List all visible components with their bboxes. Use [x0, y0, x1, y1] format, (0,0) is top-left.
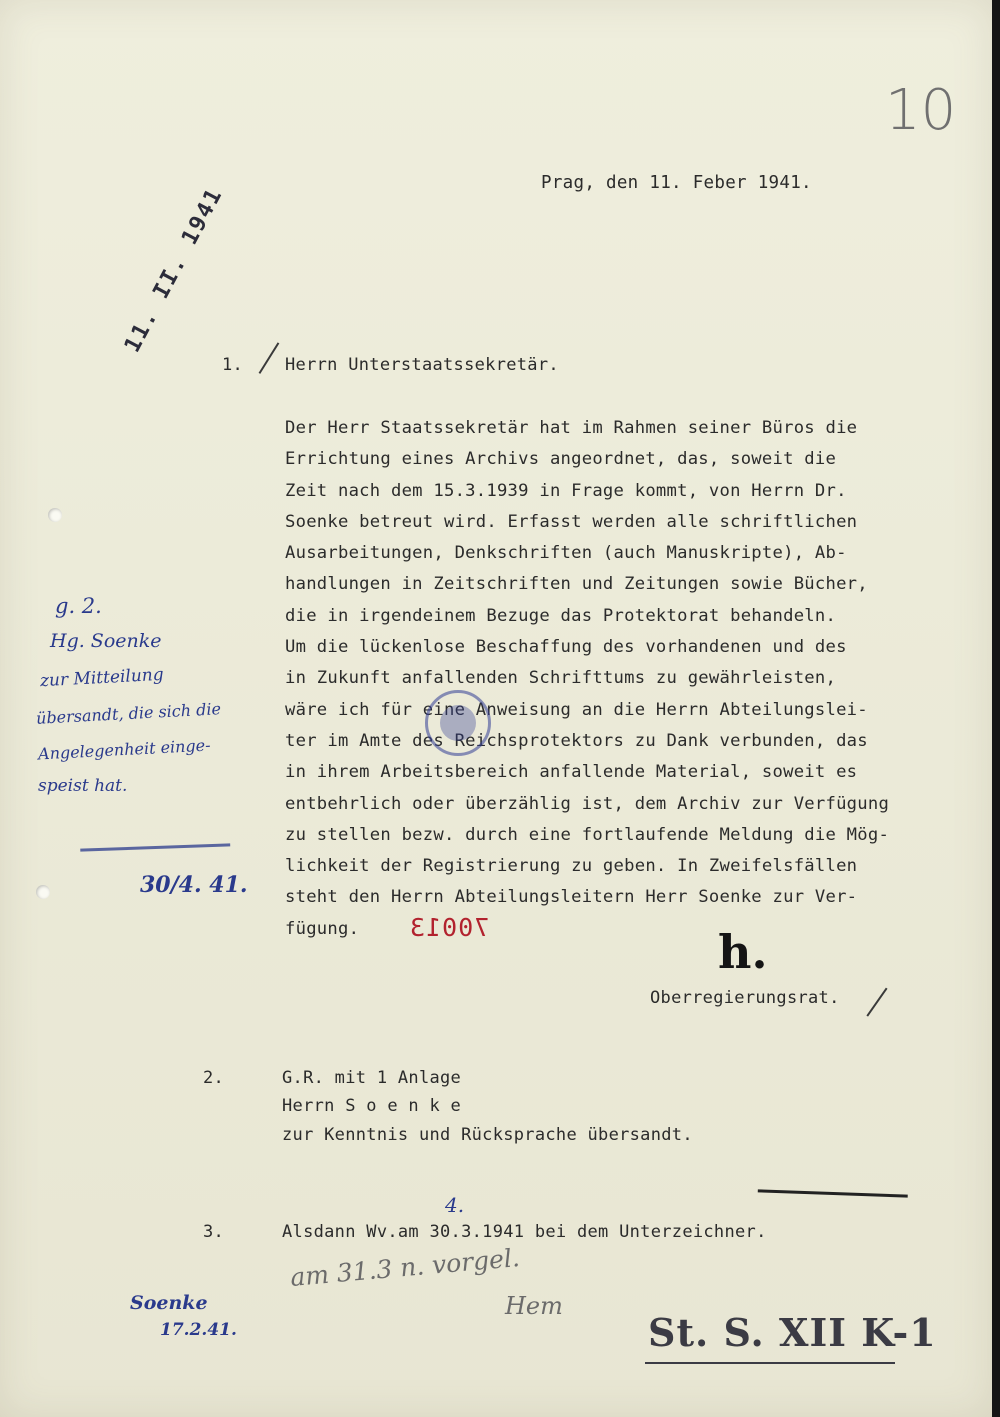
- margin-note-line: Angelegenheit einge-: [37, 735, 211, 764]
- page-number: 10: [885, 78, 957, 143]
- body-line: Ausarbeitungen, Denkschriften (auch Manuskripte), Ab-: [285, 543, 847, 564]
- margin-note-line: Hg. Soenke: [50, 630, 162, 652]
- punch-hole-top: [48, 508, 62, 522]
- item-3-date-correction: 4.: [445, 1193, 465, 1217]
- item-2-line: Herrn S o e n k e: [282, 1096, 462, 1116]
- pencil-initials: Hem: [505, 1292, 563, 1320]
- signature-initial: h.: [718, 925, 768, 979]
- file-reference-stamp: St. S. XII K-1: [648, 1310, 937, 1355]
- margin-note-line: g. 2.: [55, 594, 102, 618]
- body-line: wäre ich für eine Anweisung an die Herrn Abteilungslei-: [285, 699, 868, 720]
- receipt-date-stamp: 11. II. 1941: [120, 183, 228, 357]
- addressee: Herrn Unterstaatssekretär.: [285, 355, 559, 375]
- body-line: in ihrem Arbeitsbereich anfallende Material, soweit es: [285, 762, 858, 783]
- body-line: Um die lückenlose Beschaffung des vorhandenen und des: [285, 637, 847, 658]
- margin-note-line: speist hat.: [38, 776, 128, 796]
- body-line: Errichtung eines Archivs angeordnet, das, soweit die: [285, 449, 837, 470]
- red-registration-number: 70013: [409, 913, 490, 942]
- bottom-left-note-date: 17.2.41.: [160, 1320, 237, 1340]
- signatory-title: Oberregierungsrat.: [650, 988, 840, 1008]
- letter-body: [285, 413, 975, 945]
- body-line: Zeit nach dem 15.3.1939 in Frage kommt, von Herrn Dr.: [285, 480, 847, 501]
- margin-note-line: zur Mitteilung: [39, 664, 165, 692]
- body-line: handlungen in Zeitschriften und Zeitungen sowie Bücher,: [285, 574, 868, 595]
- scan-edge: [992, 0, 1000, 1417]
- date-line: Prag, den 11. Feber 1941.: [541, 173, 812, 193]
- bottom-left-note-name: Soenke: [130, 1292, 208, 1314]
- check-mark: [259, 342, 279, 373]
- body-line: entbehrlich oder überzählig ist, dem Archiv zur Verfügung: [285, 793, 890, 814]
- body-line: in Zukunft anfallenden Schrifttums zu gewährleisten,: [285, 668, 837, 689]
- item-2-line: zur Kenntnis und Rücksprache übersandt.: [282, 1125, 693, 1145]
- item-2-number: 2.: [203, 1068, 225, 1088]
- item-2-signature-scribble: [758, 1175, 909, 1197]
- body-line: fügung.: [285, 918, 360, 939]
- pencil-note: am 31.3 n. vorgel.: [289, 1243, 521, 1292]
- body-line: zu stellen bezw. durch eine fortlaufende Meldung die Mög-: [285, 824, 890, 845]
- margin-note-date: 30/4. 41.: [140, 872, 248, 898]
- margin-note-line: übersandt, die sich die: [35, 699, 222, 728]
- body-line: die in irgendeinem Bezuge das Protektorat behandeln.: [285, 605, 837, 626]
- official-seal-stamp: [425, 690, 491, 756]
- margin-note-signature: [80, 829, 231, 851]
- item-3-text: Alsdann Wv.am 30.3.1941 bei dem Unterzeichner.: [282, 1222, 767, 1242]
- item-1-number: 1.: [222, 355, 244, 375]
- body-line: steht den Herrn Abteilungsleitern Herr Soenke zur Ver-: [285, 887, 858, 908]
- item-3-number: 3.: [203, 1222, 225, 1242]
- signature-stroke: [866, 988, 887, 1017]
- file-reference-underline: [645, 1362, 895, 1364]
- body-line: lichkeit der Registrierung zu geben. In Zweifelsfällen: [285, 856, 858, 877]
- item-2-line: G.R. mit 1 Anlage: [282, 1068, 462, 1088]
- body-line: Der Herr Staatssekretär hat im Rahmen seiner Büros die: [285, 418, 858, 438]
- body-line: ter im Amte des Reichsprotektors zu Dank verbunden, das: [285, 730, 868, 751]
- body-line: Soenke betreut wird. Erfasst werden alle schriftlichen: [285, 511, 858, 532]
- punch-hole-bottom: [36, 885, 50, 899]
